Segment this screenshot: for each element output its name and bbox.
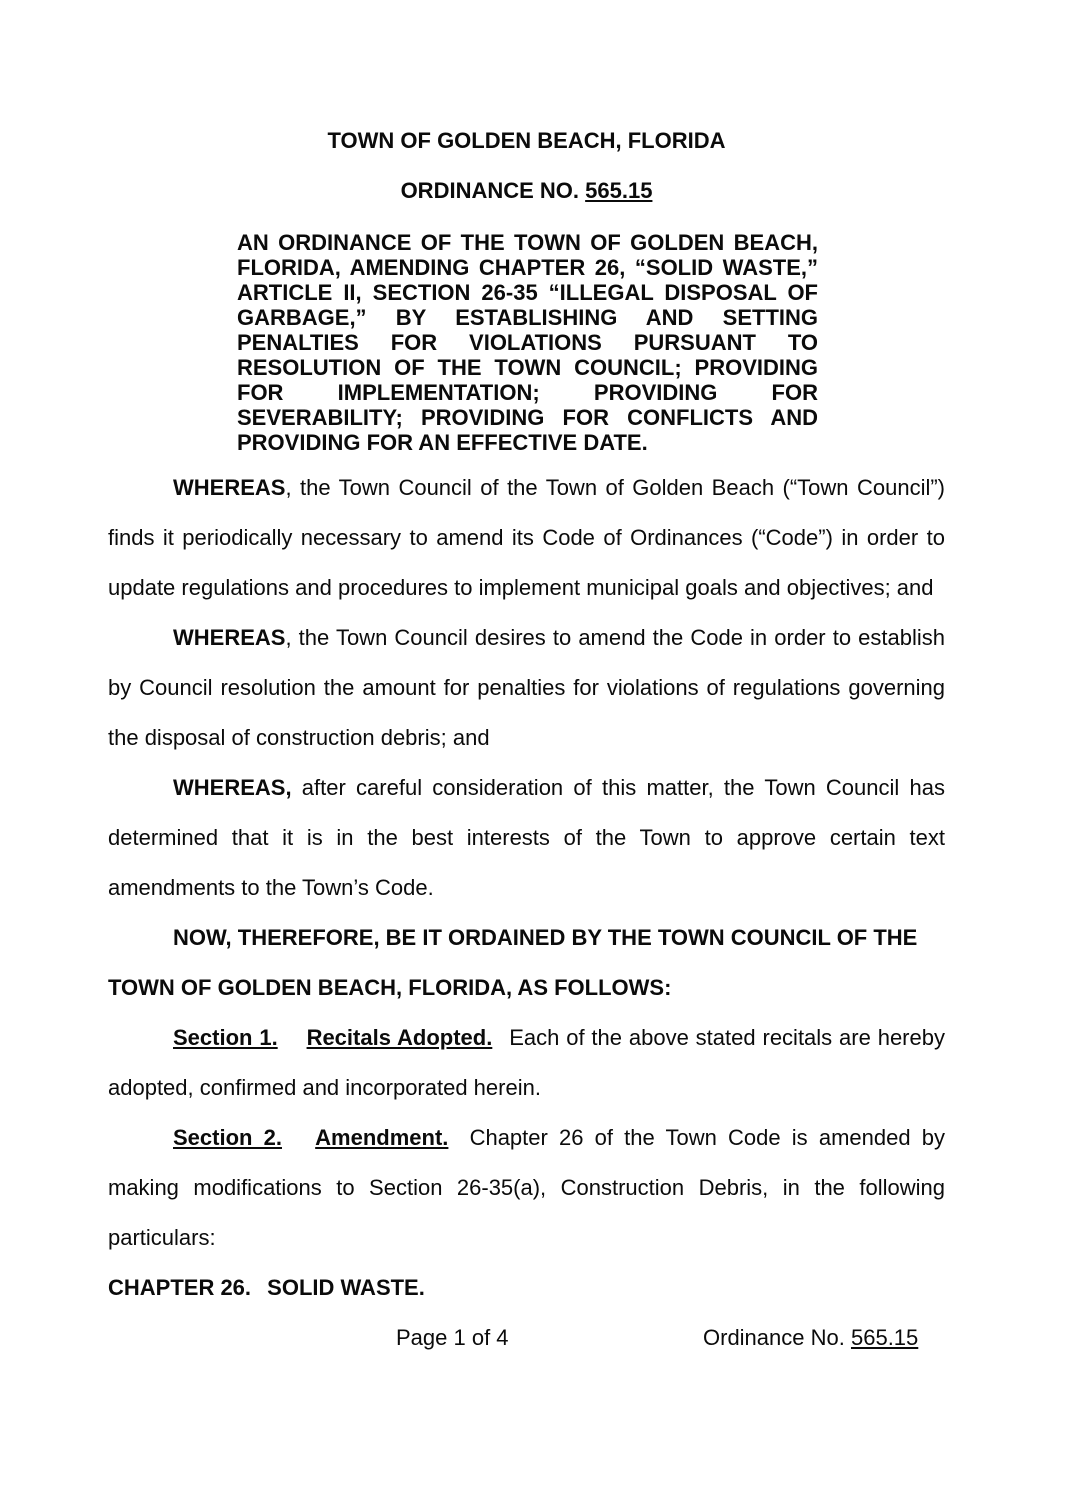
section-2-text: Chapter 26 of the Town Code is amended by making modifications to Section 26-35(a), Construction Debris, in the following particulars: [108, 1125, 945, 1250]
footer-ordinance-number [703, 1313, 918, 1363]
section-1-text: Each of the above stated recitals are hereby adopted, confirmed and incorporated herein. [108, 1025, 945, 1100]
section-2-paragraph [108, 1113, 945, 1263]
chapter-number: CHAPTER 26. [108, 1275, 252, 1300]
section-1-label: Section 1. [173, 1025, 278, 1050]
section-1-paragraph [108, 1013, 945, 1113]
chapter-heading [108, 1263, 945, 1313]
footer-ordinance-label: Ordinance No. [703, 1325, 845, 1350]
whereas-lead-3: WHEREAS, [173, 775, 292, 800]
section-1-title: Recitals Adopted. [306, 1025, 493, 1050]
ordinance-number-label: ORDINANCE NO. [400, 178, 580, 203]
chapter-title: SOLID WASTE. [267, 1275, 425, 1300]
ordinance-number-value: 565.15 [585, 178, 653, 203]
section-2-title: Amendment. [315, 1125, 449, 1150]
page-footer [108, 1313, 945, 1363]
whereas-lead-2: WHEREAS [173, 625, 286, 650]
ordinance-number-heading [108, 178, 945, 204]
document-town-heading: TOWN OF GOLDEN BEACH, FLORIDA [327, 128, 726, 153]
section-2-label: Section 2. [173, 1125, 282, 1150]
recital-text-1: , the Town Council of the Town of Golden Beach (“Town Council”) finds it periodically necessary to amend its Code of Ordinances (“Code”) in order to update regulations and procedures to implement municipal goals and objectives; and [108, 475, 945, 600]
page-indicator: Page 1 of 4 [396, 1325, 509, 1350]
enacting-clause: NOW, THEREFORE, BE IT ORDAINED BY THE TOWN COUNCIL OF THE TOWN OF GOLDEN BEACH, FLORIDA, AS FOLLOWS: [108, 925, 918, 1000]
recital-text-2: , the Town Council desires to amend the Code in order to establish by Council resolution the amount for penalties for violations of regulations governing the disposal of construction debris; and [108, 625, 945, 750]
recital-paragraph-3 [108, 763, 945, 913]
recital-text-3: after careful consideration of this matter, the Town Council has determined that it is in the best interests of the Town to approve certain text amendments to the Town’s Code. [108, 775, 945, 900]
recital-paragraph-2 [108, 613, 945, 763]
footer-ordinance-value: 565.15 [850, 1325, 919, 1350]
whereas-lead-1: WHEREAS [173, 475, 286, 500]
ordinance-title-block: AN ORDINANCE OF THE TOWN OF GOLDEN BEACH, FLORIDA, AMENDING CHAPTER 26, “SOLID WASTE,” ARTICLE II, SECTION 26-35 “ILLEGAL DISPOSAL OF GARBAGE,” BY ESTABLISHING AND SETTING PENALTIES FOR VIOLATIONS PURSUANT TO RESOLUTION OF THE TOWN COUNCIL; PROVIDING FOR IMPLEMENTATION; PROVIDING FOR SEVERABILITY; PROVIDING FOR CONFLICTS AND PROVIDING FOR AN EFFECTIVE DATE. [237, 230, 818, 455]
recital-paragraph-1 [108, 463, 945, 613]
